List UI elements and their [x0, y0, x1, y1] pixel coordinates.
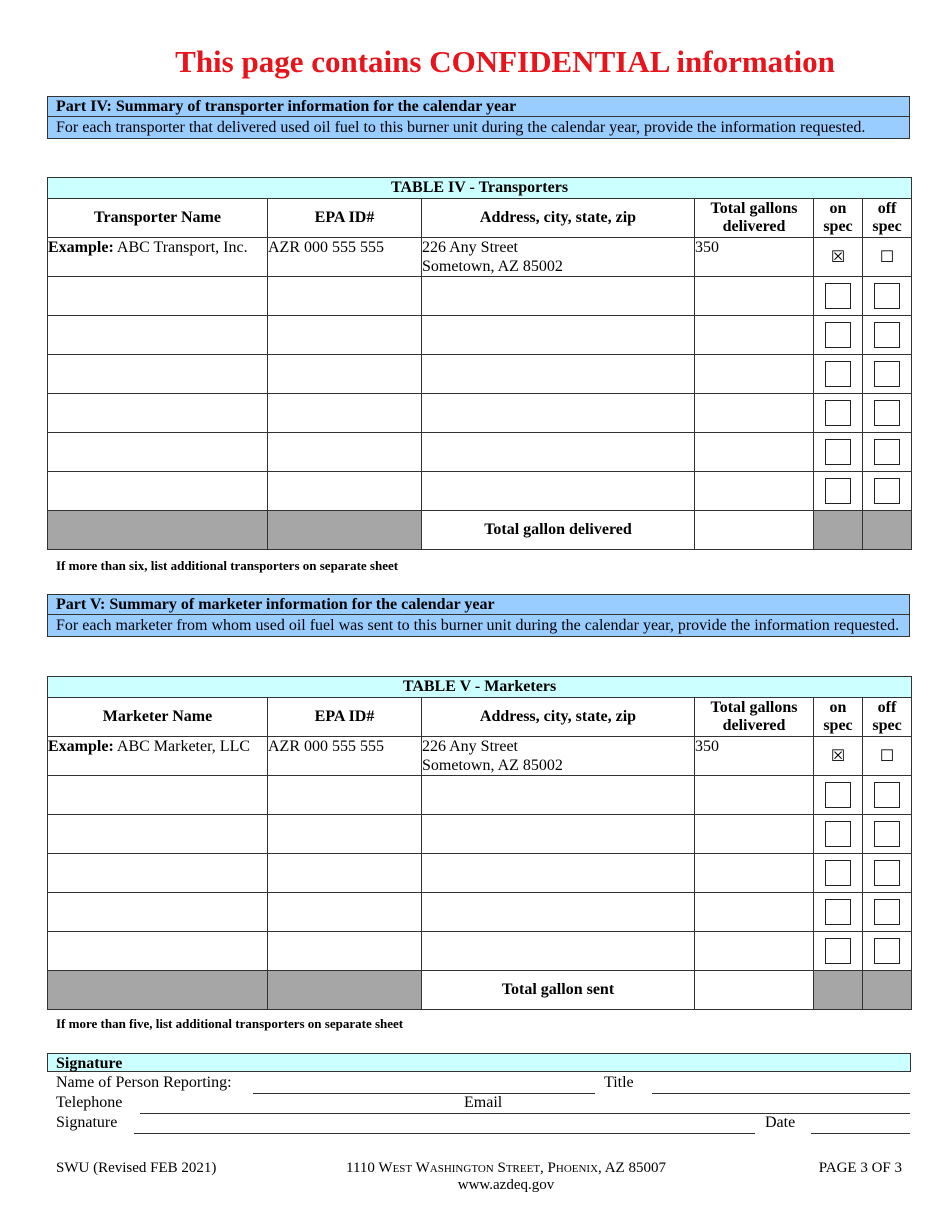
table-row [48, 394, 912, 433]
signature-section [47, 1053, 911, 1072]
part-iv-title: Part IV: Summary of transporter information for the calendar year [48, 97, 909, 117]
example-on-spec-checkbox: ☒ [814, 238, 863, 277]
telephone-label: Telephone [56, 1094, 123, 1111]
col-on-spec: on spec [814, 698, 863, 737]
on-spec-checkbox[interactable] [825, 782, 851, 808]
transporter-name-input[interactable] [48, 433, 268, 472]
off-spec-checkbox[interactable] [874, 400, 900, 426]
total-grey-cell [863, 511, 912, 550]
epa-id-input[interactable] [268, 893, 422, 932]
example-row [48, 737, 912, 776]
signature-title: Signature [47, 1053, 911, 1072]
off-spec-checkbox[interactable] [874, 283, 900, 309]
total-grey-cell [814, 511, 863, 550]
total-grey-cell [48, 511, 268, 550]
example-name-text: ABC Transport, Inc. [113, 239, 248, 256]
epa-id-input[interactable] [268, 355, 422, 394]
total-grey-cell [268, 971, 422, 1010]
gallons-input[interactable] [695, 472, 814, 511]
title-field[interactable] [652, 1093, 910, 1094]
address-input[interactable] [422, 316, 695, 355]
marketer-name-input[interactable] [48, 776, 268, 815]
total-gallon-sent-input[interactable] [695, 971, 814, 1010]
total-row [48, 511, 912, 550]
table-row [48, 815, 912, 854]
transporter-name-input[interactable] [48, 355, 268, 394]
marketers-table [47, 676, 912, 1010]
gallons-input[interactable] [695, 776, 814, 815]
table-row [48, 433, 912, 472]
epa-id-input[interactable] [268, 472, 422, 511]
date-label: Date [765, 1114, 796, 1131]
signature-field[interactable] [134, 1133, 755, 1134]
name-field[interactable] [253, 1093, 595, 1094]
on-spec-checkbox[interactable] [825, 821, 851, 847]
col-on-spec: on spec [814, 199, 863, 238]
part-v-header [47, 594, 910, 637]
off-spec-checkbox[interactable] [874, 439, 900, 465]
epa-id-input[interactable] [268, 932, 422, 971]
on-spec-checkbox[interactable] [825, 860, 851, 886]
epa-id-input[interactable] [268, 316, 422, 355]
example-addr-line1: 226 Any Street [422, 738, 518, 755]
epa-id-input[interactable] [268, 394, 422, 433]
marketer-name-input[interactable] [48, 932, 268, 971]
address-input[interactable] [422, 394, 695, 433]
example-epa: AZR 000 555 555 [268, 737, 422, 776]
example-gallons: 350 [695, 737, 814, 776]
on-spec-checkbox[interactable] [825, 400, 851, 426]
example-addr-line1: 226 Any Street [422, 239, 518, 256]
table-row [48, 472, 912, 511]
address-input[interactable] [422, 433, 695, 472]
epa-id-input[interactable] [268, 776, 422, 815]
confidential-banner: This page contains CONFIDENTIAL information [175, 44, 835, 79]
address-input[interactable] [422, 776, 695, 815]
marketer-name-input[interactable] [48, 854, 268, 893]
marketer-name-input[interactable] [48, 893, 268, 932]
epa-id-input[interactable] [268, 277, 422, 316]
on-spec-checkbox[interactable] [825, 283, 851, 309]
on-spec-checkbox[interactable] [825, 322, 851, 348]
transporter-name-input[interactable] [48, 472, 268, 511]
col-epa-id: EPA ID# [268, 698, 422, 737]
table-row [48, 893, 912, 932]
example-address [422, 737, 695, 776]
on-spec-checkbox[interactable] [825, 361, 851, 387]
total-grey-cell [268, 511, 422, 550]
off-spec-checkbox[interactable] [874, 821, 900, 847]
table-row [48, 277, 912, 316]
example-name [48, 737, 268, 776]
footer-address-block [0, 1160, 950, 1194]
col-off-spec: off spec [863, 199, 912, 238]
example-row [48, 238, 912, 277]
table-row [48, 355, 912, 394]
off-spec-checkbox[interactable] [874, 938, 900, 964]
part-v-title: Part V: Summary of marketer information for the calendar year [48, 595, 909, 615]
on-spec-checkbox[interactable] [825, 938, 851, 964]
gallons-input[interactable] [695, 433, 814, 472]
form-revision: SWU (Revised FEB 2021) [56, 1160, 217, 1176]
col-total-gallons: Total gallons delivered [695, 199, 814, 238]
gallons-input[interactable] [695, 854, 814, 893]
address-input[interactable] [422, 277, 695, 316]
epa-id-input[interactable] [268, 815, 422, 854]
example-label: Example: [48, 239, 114, 256]
col-transporter-name: Transporter Name [48, 199, 268, 238]
transporter-name-input[interactable] [48, 277, 268, 316]
col-marketer-name: Marketer Name [48, 698, 268, 737]
example-gallons: 350 [695, 238, 814, 277]
title-label: Title [604, 1074, 634, 1091]
gallons-input[interactable] [695, 277, 814, 316]
col-epa-id: EPA ID# [268, 199, 422, 238]
on-spec-checkbox[interactable] [825, 899, 851, 925]
marketer-name-input[interactable] [48, 815, 268, 854]
transporter-name-input[interactable] [48, 316, 268, 355]
off-spec-checkbox[interactable] [874, 361, 900, 387]
address-input[interactable] [422, 472, 695, 511]
gallons-input[interactable] [695, 316, 814, 355]
gallons-input[interactable] [695, 932, 814, 971]
address-input[interactable] [422, 815, 695, 854]
off-spec-checkbox[interactable] [874, 782, 900, 808]
table-v-caption: TABLE V - Marketers [48, 677, 912, 698]
name-label: Name of Person Reporting: [56, 1074, 232, 1091]
example-address [422, 238, 695, 277]
on-spec-checkbox[interactable] [825, 439, 851, 465]
off-spec-checkbox[interactable] [874, 899, 900, 925]
footer-address: 1110 West Washington Street, Phoenix, AZ 85007 [346, 1160, 666, 1176]
example-on-spec-checkbox: ☒ [814, 737, 863, 776]
total-gallon-delivered-label: Total gallon delivered [422, 511, 695, 550]
table-iv-note: If more than six, list additional transporters on separate sheet [56, 558, 399, 573]
example-name-text: ABC Marketer, LLC [113, 738, 251, 755]
col-address: Address, city, state, zip [422, 698, 695, 737]
address-input[interactable] [422, 932, 695, 971]
address-input[interactable] [422, 893, 695, 932]
total-row [48, 971, 912, 1010]
table-row [48, 854, 912, 893]
footer-website[interactable]: www.azdeq.gov [457, 1177, 555, 1193]
total-grey-cell [863, 971, 912, 1010]
off-spec-checkbox[interactable] [874, 322, 900, 348]
email-label: Email [464, 1094, 503, 1111]
total-gallon-sent-label: Total gallon sent [422, 971, 695, 1010]
transporters-table [47, 177, 912, 550]
col-off-spec: off spec [863, 698, 912, 737]
transporter-name-input[interactable] [48, 394, 268, 433]
gallons-input[interactable] [695, 893, 814, 932]
col-total-gallons: Total gallons delivered [695, 698, 814, 737]
example-off-spec-checkbox: ☐ [863, 238, 912, 277]
example-off-spec-checkbox: ☐ [863, 737, 912, 776]
part-iv-description: For each transporter that delivered used oil fuel to this burner unit during the calendar year, provide the information requested. [56, 119, 866, 136]
table-v-note: If more than five, list additional transporters on separate sheet [56, 1016, 404, 1031]
example-addr-line2: Sometown, AZ 85002 [422, 757, 563, 774]
off-spec-checkbox[interactable] [874, 860, 900, 886]
example-addr-line2: Sometown, AZ 85002 [422, 258, 563, 275]
on-spec-checkbox[interactable] [825, 478, 851, 504]
signature-label: Signature [56, 1114, 118, 1131]
off-spec-checkbox[interactable] [874, 478, 900, 504]
table-row [48, 932, 912, 971]
part-v-description: For each marketer from whom used oil fuel was sent to this burner unit during the calendar year, provide the information requested. [56, 617, 900, 634]
total-grey-cell [48, 971, 268, 1010]
address-input[interactable] [422, 854, 695, 893]
col-address: Address, city, state, zip [422, 199, 695, 238]
address-input[interactable] [422, 355, 695, 394]
table-row [48, 316, 912, 355]
page-number: PAGE 3 OF 3 [818, 1160, 902, 1176]
example-epa: AZR 000 555 555 [268, 238, 422, 277]
table-row [48, 776, 912, 815]
total-gallon-delivered-input[interactable] [695, 511, 814, 550]
total-grey-cell [814, 971, 863, 1010]
gallons-input[interactable] [695, 815, 814, 854]
example-name [48, 238, 268, 277]
table-iv-caption: TABLE IV - Transporters [48, 178, 912, 199]
epa-id-input[interactable] [268, 433, 422, 472]
example-label: Example: [48, 738, 114, 755]
gallons-input[interactable] [695, 355, 814, 394]
epa-id-input[interactable] [268, 854, 422, 893]
part-iv-header [47, 96, 910, 139]
gallons-input[interactable] [695, 394, 814, 433]
date-field[interactable] [811, 1133, 910, 1134]
